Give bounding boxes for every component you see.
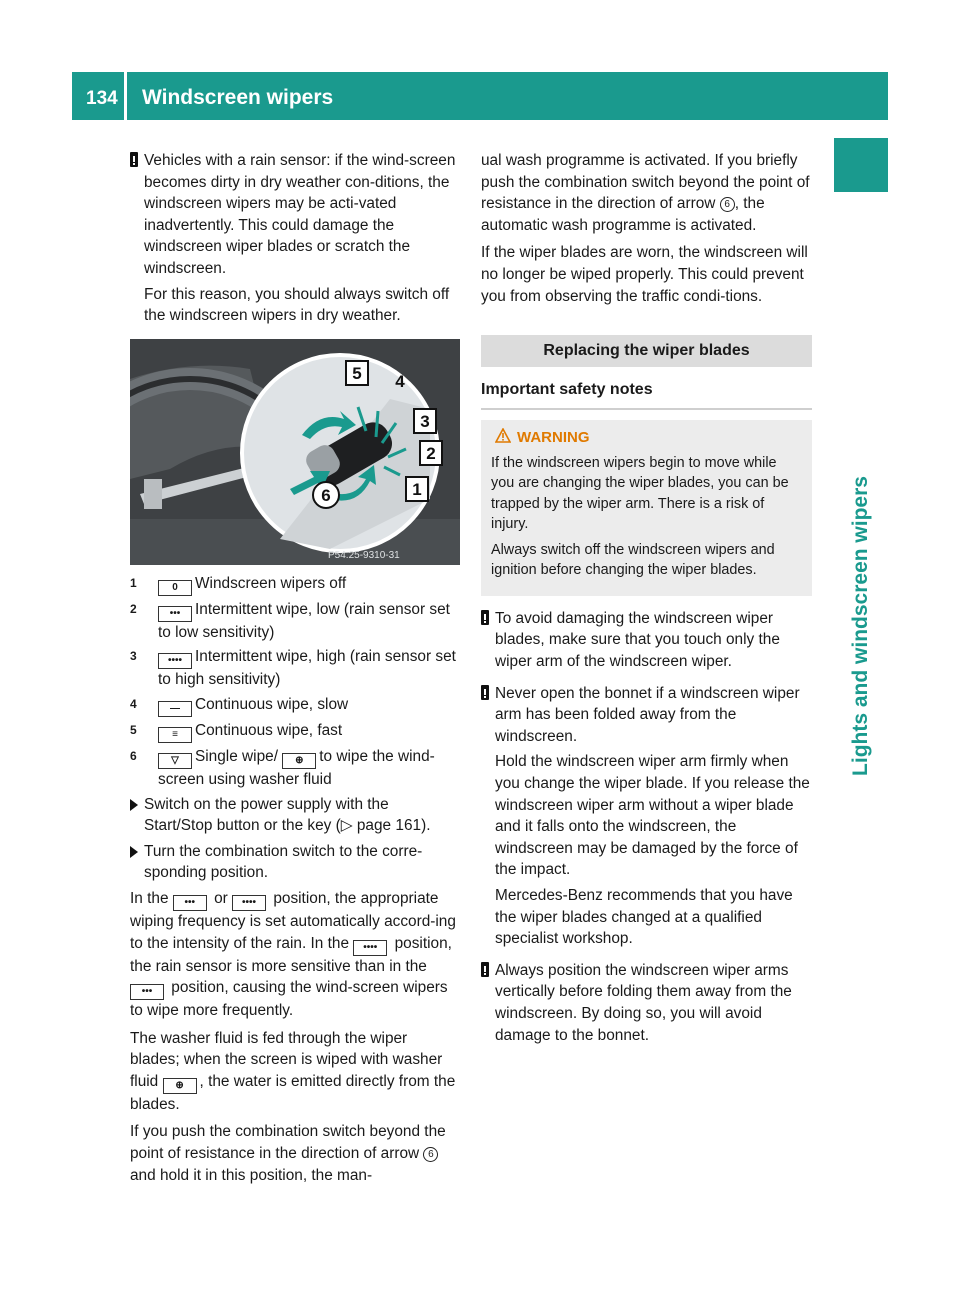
washer-fluid-paragraph: The washer fluid is fed through the wiper blades; when the screen is wiped with washer fluid ⊕ , the water is emitted directly from the blades. [130, 1029, 456, 1113]
intermittent-low-icon: ••• [130, 984, 164, 1000]
legend-number: 1 [130, 575, 137, 590]
legend-item: 3 •••• Intermittent wipe, high (rain sensor set to high sensitivity) [130, 648, 456, 689]
continuous-fast-icon: ≡ [158, 727, 192, 743]
figure-number: 2 [426, 443, 436, 463]
page-number: 134 [86, 88, 118, 109]
figure-number: 3 [420, 411, 430, 431]
step-arrow-icon [130, 846, 138, 858]
figure-code: P54.25-9310-31 [328, 549, 400, 561]
washer-fluid-icon: ⊕ [282, 753, 316, 769]
figure-number: 1 [412, 479, 422, 499]
exclamation-icon [130, 152, 138, 167]
legend-list [130, 573, 460, 791]
rain-sensor-paragraph: In the ••• or •••• position, the appropriate wiping frequency is set automatically accord-ing to the intensity of the rain. In the •••• position, the rain sensor is more sensitive than in the ••• position, causing the wind-screen wipers to wipe more frequently. [130, 889, 456, 1020]
notice-item: To avoid damaging the windscreen wiper blades, make sure that you touch only the wiper arm of the windscreen wiper. [481, 608, 812, 673]
continuous-slow-icon: — [158, 701, 192, 717]
combination-switch-figure [130, 339, 460, 565]
intermittent-low-icon: ••• [158, 606, 192, 622]
notice-text: Vehicles with a rain sensor: if the wind-screen becomes dirty in dry weather con-ditions, the windscreen wipers may be acti-vated inadvertently. This could damage the windscreen wiper blades or scratch the windscreen. [144, 152, 456, 277]
legend-number: 4 [130, 696, 137, 711]
notice-item: Never open the bonnet if a windscreen wiper arm has been folded away from the windscreen. Hold the windscreen wiper arm firmly when you change the wiper blade. If you release the windscreen wiper arm without a wiper blade and it falls onto the windscreen, the windscreen may be damaged by the force of the impact. Mercedes-Benz recommends that you have the wiper blades changed at a qualified specialist workshop. [481, 683, 812, 950]
legend-number: 3 [130, 649, 137, 664]
figure-illustration [130, 339, 460, 565]
warning-triangle-icon [495, 428, 511, 443]
legend-item: 5 ≡ Continuous wipe, fast [130, 720, 460, 743]
exclamation-icon [481, 962, 489, 977]
single-wipe-icon: ▽ [158, 753, 192, 769]
warning-box [481, 420, 812, 596]
intermittent-high-icon: •••• [353, 940, 387, 956]
intermittent-high-icon: •••• [232, 895, 266, 911]
legend-item: 6 ▽ Single wipe/ ⊕ to wipe the wind-screen using washer fluid [130, 747, 435, 788]
header-separator [124, 72, 127, 120]
section-title: Windscreen wipers [142, 86, 334, 109]
left-column [130, 150, 460, 1192]
instruction-step: Switch on the power supply with the Start/Stop button or the key (▷ page 161). [130, 794, 460, 837]
legend-number: 6 [130, 748, 137, 763]
washer-fluid-icon: ⊕ [163, 1078, 197, 1094]
section-heading: Replacing the wiper blades [481, 335, 812, 367]
right-column [481, 150, 812, 1056]
figure-number: 4 [395, 371, 405, 391]
manual-wash-continued: ual wash programme is activated. If you briefly push the combination switch beyond the point of resistance in the direction of arrow 6 , the automatic wash programme is activated. [481, 152, 810, 234]
arrow-6-marker: 6 [423, 1147, 438, 1162]
manual-wash-paragraph: If you push the combination switch beyond the point of resistance in the direction of arrow 6 and hold it in this position, the man- [130, 1123, 446, 1184]
warning-title: WARNING [491, 428, 802, 449]
rain-sensor-notice [130, 150, 460, 327]
subheading: Important safety notes [481, 379, 812, 411]
legend-item: 1 0 Windscreen wipers off [130, 573, 460, 596]
notice-text: For this reason, you should always switch off the windscreen wipers in dry weather. [144, 285, 450, 325]
exclamation-icon [481, 685, 489, 700]
instruction-step: Turn the combination switch to the corre-sponding position. [130, 841, 460, 884]
step-arrow-icon [130, 799, 138, 811]
wipers-off-icon: 0 [158, 580, 192, 596]
intermittent-low-icon: ••• [173, 895, 207, 911]
figure-number: 5 [352, 363, 362, 383]
warning-text: If the windscreen wipers begin to move while you are changing the wiper blades, you can be trapped by the wiper arm. There is a risk of injury. [491, 454, 789, 533]
worn-blades-paragraph: If the wiper blades are worn, the windscreen will no longer be wiped properly. This could prevent you from observing the traffic condi-tions. [481, 244, 808, 305]
arrow-6-marker: 6 [720, 197, 735, 212]
figure-number: 6 [321, 485, 331, 505]
notice-item: Always position the windscreen wiper arms vertically before folding them away from the windscreen. By doing so, you will avoid damage to the bonnet. [481, 960, 812, 1046]
exclamation-icon [481, 610, 489, 625]
page-header [72, 72, 888, 120]
warning-text: Always switch off the windscreen wipers and ignition before changing the wiper blades. [491, 541, 775, 579]
intermittent-high-icon: •••• [158, 653, 192, 669]
legend-item: 4 — Continuous wipe, slow [130, 694, 460, 717]
legend-number: 5 [130, 722, 137, 737]
legend-item: 2 ••• Intermittent wipe, low (rain sensor set to low sensitivity) [130, 600, 450, 641]
chapter-label: Lights and windscreen wipers [849, 476, 872, 776]
legend-number: 2 [130, 601, 137, 616]
chapter-tab [834, 138, 888, 192]
notice-list [481, 608, 812, 1046]
